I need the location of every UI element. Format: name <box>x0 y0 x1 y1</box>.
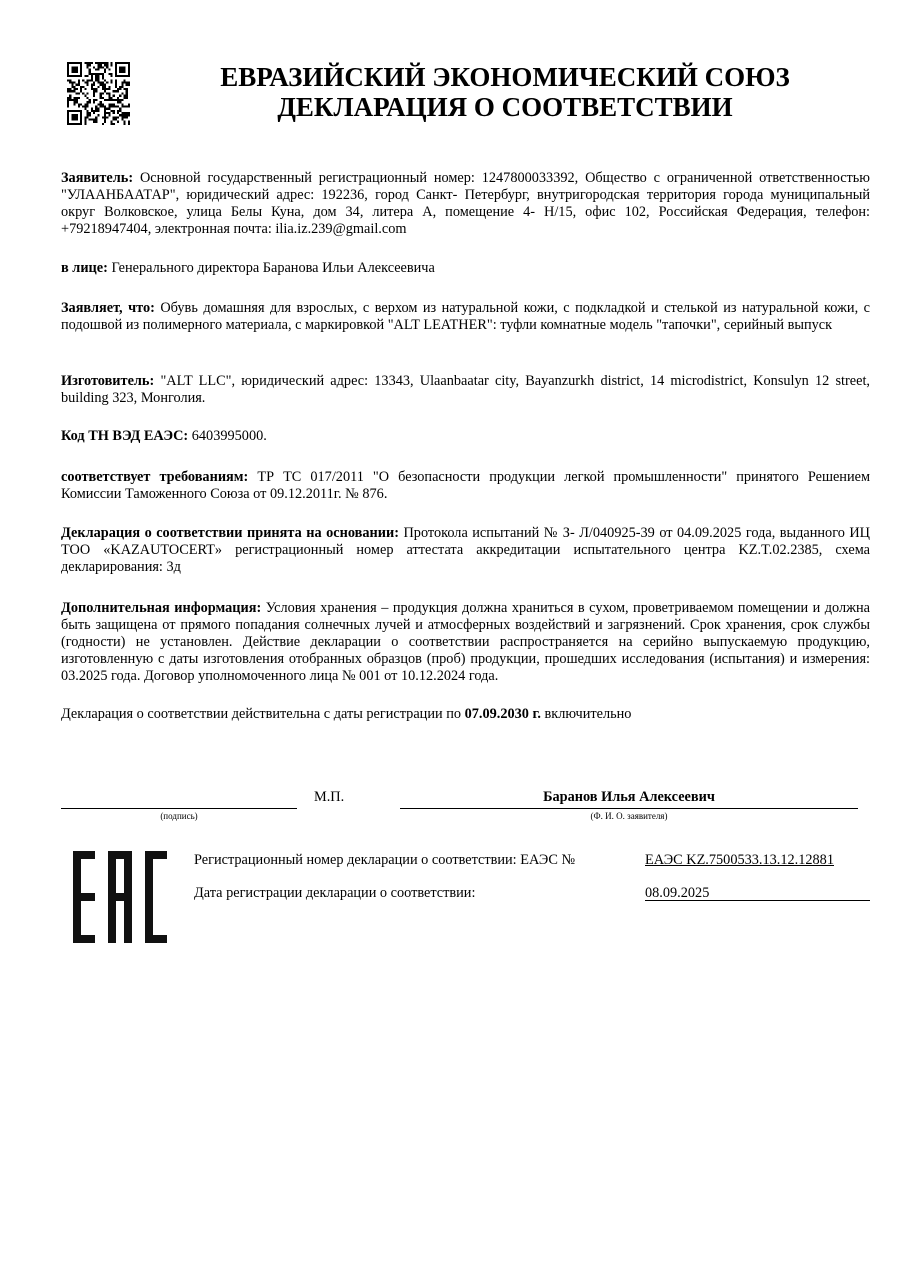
validity-prefix: Декларация о соответствии действительна с даты регистрации по <box>61 706 462 722</box>
page-title <box>200 62 810 122</box>
applicant-label: Заявитель: <box>61 170 134 186</box>
additional-info-text: Условия хранения – продукция должна храниться в сухом, проветриваемом помещении и должна быть защищена от прямого попадания солнечных лучей и атмосферных воздействий и загрязнений. Срок хранения, срок службы (годности) не установлен. Действие декларации о соответствии распространяется на серийно выпускаемую продукцию, изготовленную с даты изготовления отобранных образцов (проб) продукции, прошедших исследования (испытания) и измерения: 03.2025 года. Договор уполномоченного лица № 001 от 10.12.2024 года. <box>61 600 871 684</box>
signer-name: Баранов Илья Алексеевич <box>543 789 715 805</box>
hs-code-label: Код ТН ВЭД ЕАЭС: <box>61 428 189 444</box>
registration-date-label: Дата регистрации декларации о соответствии: <box>194 885 476 901</box>
registration-date-value: 08.09.2025 <box>645 885 710 901</box>
signer-name-line <box>400 808 858 809</box>
manufacturer-label: Изготовитель: <box>61 373 155 389</box>
signer-name-caption: (Ф. И. О. заявителя) <box>590 811 668 821</box>
additional-info-section <box>61 600 870 685</box>
complies-label: соответствует требованиям: <box>61 469 249 485</box>
basis-label: Декларация о соответствии принята на основании: <box>61 525 399 541</box>
validity-date: 07.09.2030 г. <box>464 706 541 722</box>
title-line-declaration: ДЕКЛАРАЦИЯ О СООТВЕТСТВИИ <box>277 92 733 122</box>
qr-code-icon <box>67 62 130 125</box>
validity-suffix: включительно <box>544 706 632 722</box>
hs-code-section <box>61 428 870 445</box>
complies-section <box>61 469 870 503</box>
represented-by-section <box>61 260 870 277</box>
stamp-label: М.П. <box>314 789 345 805</box>
complies-text: ТР ТС 017/2011 "О безопасности продукции легкой промышленности" принятого Решением Комиссии Таможенного Союза от 09.12.2011г. № 876. <box>61 469 870 502</box>
validity-section <box>61 706 870 723</box>
signature-caption: (подпись) <box>160 811 198 821</box>
signature-line <box>61 808 297 809</box>
title-line-union: ЕВРАЗИЙСКИЙ ЭКОНОМИЧЕСКИЙ СОЮЗ <box>220 62 790 92</box>
applicant-section <box>61 170 870 238</box>
applicant-text: Основной государственный регистрационный номер: 1247800033392, Общество с ограниченной ответственностью "УЛААНБААТАР", юридический адрес: 192236, город Санкт- Петербург, внутригородская территория города муниципальный округ Волковское, улица Белы Куна, дом 34, литера А, помещение 4- Н/15, офис 102, Российская Федерация, телефон: +79218947404, электронная почта: ilia.iz.239@gmail.com <box>61 170 870 237</box>
declares-section <box>61 300 870 334</box>
registration-date-underline <box>645 900 870 901</box>
manufacturer-section <box>61 373 870 407</box>
represented-by-text: Генерального директора Баранова Ильи Алексеевича <box>111 260 435 276</box>
declares-text: Обувь домашняя для взрослых, с верхом из натуральной кожи, с подкладкой и стелькой из натуральной кожи, с подошвой из полимерного материала, с маркировкой "ALT LEATHER": туфли комнатные модель "тапочки", серийный выпуск <box>61 300 870 333</box>
eac-mark-icon <box>73 851 167 943</box>
hs-code-text: 6403995000. <box>191 428 267 444</box>
basis-section <box>61 525 870 576</box>
manufacturer-text: "ALT LLC", юридический адрес: 13343, Ulaanbaatar city, Bayanzurkh district, 14 microdistrict, Konsulyn 12 street, building 323, Монголия. <box>61 373 870 406</box>
registration-number-value: ЕАЭС KZ.7500533.13.12.12881 <box>645 852 834 868</box>
basis-text: Протокола испытаний № З- Л/040925-39 от 04.09.2025 года, выданного ИЦ ТОО «KAZAUTOCERT» регистрационный номер аттестата аккредитации испытательного центра KZ.T.02.2385, схема декларирования: 3д <box>61 525 870 575</box>
additional-info-label: Дополнительная информация: <box>61 600 262 616</box>
represented-by-label: в лице: <box>61 260 108 276</box>
registration-number-label: Регистрационный номер декларации о соответствии: ЕАЭС № <box>194 852 576 868</box>
declares-label: Заявляет, что: <box>61 300 155 316</box>
